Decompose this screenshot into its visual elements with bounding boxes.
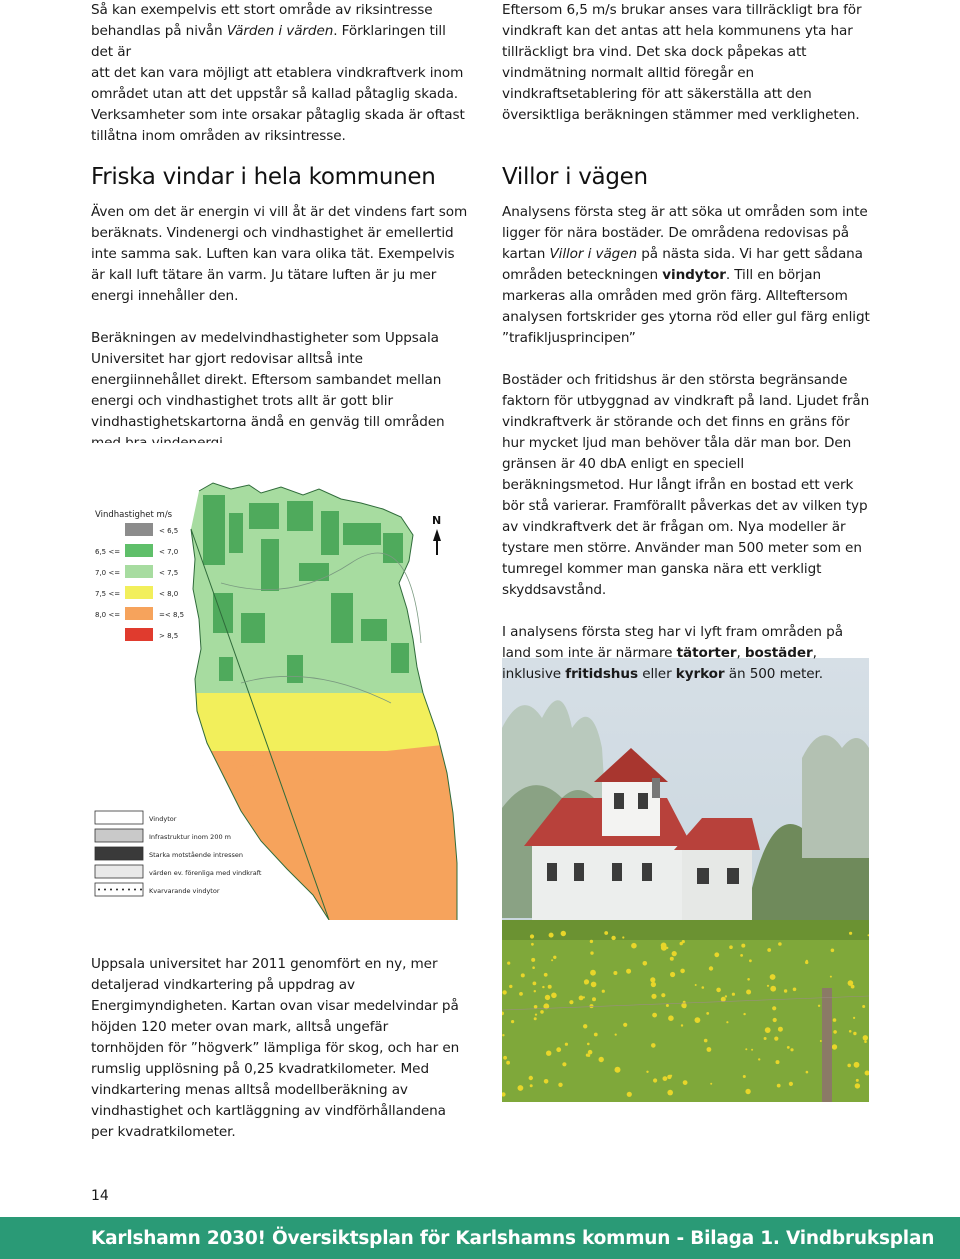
overlay-label: Vindytor: [149, 815, 177, 823]
text-run: än 500 meter.: [724, 666, 823, 682]
footer-title: Karlshamn 2030! Översiktsplan för Karlshamns kommun - Bilaga 1. Vindbruksplan: [91, 1228, 935, 1249]
bold-run: bostäder: [744, 645, 813, 661]
intro-right-paragraph: Eftersom 6,5 m/s brukar anses vara tillräckligt bra för vindkraft kan det antas att hela kommunens yta har tillräckligt bra vind. Det ska dock påpekas att vindmätning normalt alltid föregår en vindkraftsetablering för att säkerställa att den översiktliga beräkningen stämmer med verkligheten.: [502, 2, 862, 123]
overlay-swatch: [95, 865, 143, 878]
legend-lower: 6,5 <=: [95, 548, 121, 556]
intro-line: . Förklaringen till det är: [91, 23, 446, 60]
overlay-label: Kvarvarande vindytor: [149, 887, 220, 895]
legend-swatch: [125, 544, 153, 557]
legend-swatch: [125, 523, 153, 536]
body-paragraph: Även om det är energin vi vill åt är det vindens fart som beräknats. Vindenergi och vindhastighet är emellertid inte samma sak. Luften kan vara olika tät. Exempelvis är kall luft tätare än varm. Ju tätare luften är ju mer energi innehåller den.: [91, 204, 468, 304]
intro-right: [502, 0, 882, 126]
caption-text: Uppsala universitet har 2011 genomfört en ny, mer detaljerad vindkartering på uppdrag av Energimyndigheten. Kartan ovan visar medelvindar på höjden 120 meter ovan mark, alltså ungefär tornhöjden för ”högverk” lämpliga för skog, och har en rumslig upplösning på 0,25 kvadratkilometer. Med vindkartering menas alltså modellberäkning av vindhastighet och kartläggning av vindförhållandena per kvadratkilometer.: [91, 956, 460, 1140]
text-run: på nästa sida. Vi har gett sådana områden beteckningen: [502, 246, 863, 283]
section-friska-vindar: [91, 163, 471, 454]
italic-run: Villor i vägen: [549, 246, 637, 262]
section-villor-i-vagen: [502, 163, 870, 685]
body-paragraph: Beräkningen av medelvindhastigheter som Uppsala Universitet har gjort redovisar alltså inte energiinnehållet direkt. Eftersom sambandet mellan energi och vindhastighet trots allt är gott blir vindhastighetskartorna ändå en genväg till områden: [91, 330, 445, 430]
house-photo: [502, 658, 869, 1102]
legend-swatch: [125, 628, 153, 641]
text-run: eller: [637, 666, 676, 682]
legend-upper: < 7,5: [159, 569, 179, 577]
bold-run: kyrkor: [675, 666, 725, 682]
wind-speed-map: [91, 443, 458, 920]
body-paragraph: Bostäder och fritidshus är den största begränsande faktorn för utbyggnad av vindkraft på land. Ljudet från vindkraftverk är störande och det finns en gräns för hur mycket ljud man behöver tåla där man bor. Den gränsen är 40 dbA enligt en speciell beräkningsmetod. Hur långt ifrån en bostad ett verk bör stå varierar. Framförallt påverkas det av vilken typ av vindkraftverk det är frågan om. Nya modeller är tystare men större. Använder man 500 meter som en tumregel kommer man ganska nära ett verkligt skyddsavstånd.: [502, 372, 870, 598]
intro-line: tillåtna inom områden av riksintresse.: [91, 128, 346, 144]
overlay-swatch: [95, 811, 143, 824]
page-number: 14: [91, 1188, 109, 1204]
legend-swatch: [125, 565, 153, 578]
legend-upper: > 8,5: [159, 632, 179, 640]
map-caption: [91, 954, 461, 1143]
text-run: I analysens första steg har vi lyft fram områden på land som inte är närmare: [502, 624, 843, 661]
bold-run: vindytor: [662, 267, 726, 283]
legend-swatch: [125, 586, 153, 599]
bold-run: tätorter: [676, 645, 737, 661]
text-run: , inklusive: [502, 645, 817, 682]
legend-lower: 7,5 <=: [95, 590, 121, 598]
text-run: ,: [736, 645, 745, 661]
legend-swatch: [125, 607, 153, 620]
overlay-swatch: [95, 829, 143, 842]
section-heading: Villor i vägen: [502, 164, 648, 190]
intro-line: att det kan vara möjligt att etablera vindkraftverk inom: [91, 65, 464, 81]
intro-line: området utan att det uppstår så kallad påtaglig skada.: [91, 86, 459, 102]
legend-upper: < 6,5: [159, 527, 179, 535]
north-label: N: [432, 514, 442, 527]
intro-left: [91, 0, 471, 147]
legend-upper: =< 8,5: [159, 611, 185, 619]
legend-lower: 8,0 <=: [95, 611, 121, 619]
legend-title: Vindhastighet m/s: [95, 510, 173, 520]
body-paragraph: [502, 202, 870, 349]
intro-line: Verksamheter som inte orsakar påtaglig skada är oftast: [91, 107, 465, 123]
bold-run: fritidshus: [565, 666, 638, 682]
section-heading: Friska vindar i hela kommunen: [91, 164, 436, 190]
legend-lower: 7,0 <=: [95, 569, 121, 577]
legend-upper: < 8,0: [159, 590, 179, 598]
legend-upper: < 7,0: [159, 548, 179, 556]
overlay-label: värden ev. förenliga med vindkraft: [149, 869, 262, 877]
intro-line: Så kan exempelvis ett stort område av riksintresse: [91, 2, 433, 18]
intro-italic: Värden i värden: [226, 23, 334, 39]
text-run: Analysens första steg är att söka ut områden som inte ligger för nära bostäder. De områdena redovisas på kartan: [502, 204, 868, 262]
text-run: . Till en början markeras alla områden med grön färg. Allteftersom analysen fortskrider ges ytorna röd eller gul färg enligt ”trafikljusprincipen”: [502, 267, 870, 346]
intro-line: behandlas på nivån: [91, 23, 227, 39]
overlay-swatch: [95, 847, 143, 860]
overlay-label: Infrastruktur inom 200 m: [149, 833, 231, 841]
overlay-label: Starka motstående intressen: [149, 851, 244, 859]
footer-bar: [0, 1217, 960, 1259]
body-paragraph: [502, 622, 870, 685]
